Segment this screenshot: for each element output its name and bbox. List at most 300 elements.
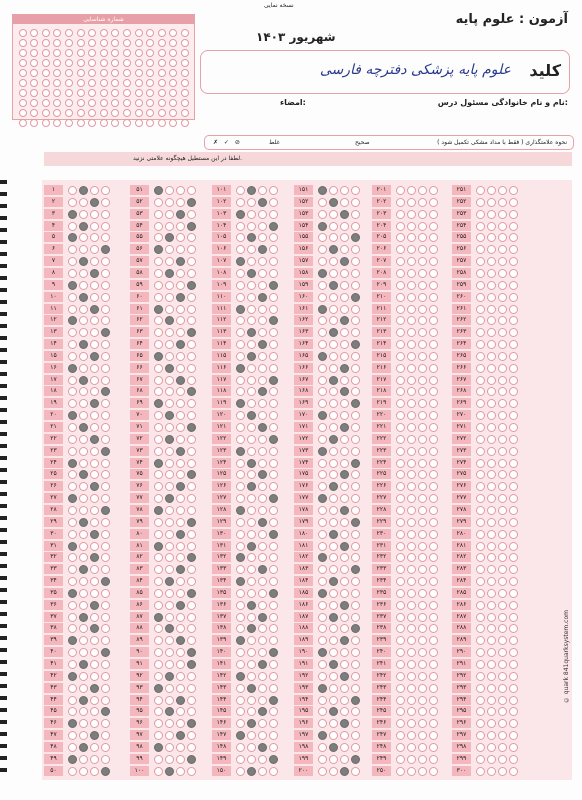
answer-bubble[interactable] bbox=[329, 447, 338, 456]
answer-bubble[interactable] bbox=[176, 459, 185, 468]
answer-bubble[interactable] bbox=[154, 565, 163, 574]
filled-bubble[interactable] bbox=[351, 696, 360, 705]
filled-bubble[interactable] bbox=[329, 435, 338, 444]
answer-bubble[interactable] bbox=[509, 387, 518, 396]
filled-bubble[interactable] bbox=[236, 731, 245, 740]
id-bubble[interactable] bbox=[158, 59, 166, 67]
id-bubble[interactable] bbox=[42, 59, 50, 67]
answer-bubble[interactable] bbox=[487, 660, 496, 669]
filled-bubble[interactable] bbox=[269, 222, 278, 231]
answer-bubble[interactable] bbox=[165, 731, 174, 740]
id-bubble[interactable] bbox=[88, 59, 96, 67]
answer-bubble[interactable] bbox=[90, 494, 99, 503]
answer-bubble[interactable] bbox=[340, 494, 349, 503]
answer-bubble[interactable] bbox=[351, 506, 360, 515]
answer-bubble[interactable] bbox=[187, 613, 196, 622]
answer-bubble[interactable] bbox=[258, 316, 267, 325]
answer-bubble[interactable] bbox=[269, 328, 278, 337]
answer-bubble[interactable] bbox=[187, 731, 196, 740]
answer-bubble[interactable] bbox=[418, 755, 427, 764]
filled-bubble[interactable] bbox=[236, 399, 245, 408]
answer-bubble[interactable] bbox=[407, 660, 416, 669]
filled-bubble[interactable] bbox=[340, 470, 349, 479]
answer-bubble[interactable] bbox=[90, 660, 99, 669]
filled-bubble[interactable] bbox=[79, 376, 88, 385]
answer-bubble[interactable] bbox=[79, 316, 88, 325]
answer-bubble[interactable] bbox=[418, 293, 427, 302]
answer-bubble[interactable] bbox=[258, 210, 267, 219]
answer-bubble[interactable] bbox=[90, 222, 99, 231]
answer-bubble[interactable] bbox=[247, 530, 256, 539]
answer-bubble[interactable] bbox=[509, 684, 518, 693]
answer-bubble[interactable] bbox=[429, 565, 438, 574]
answer-bubble[interactable] bbox=[329, 767, 338, 776]
id-bubble[interactable] bbox=[146, 59, 154, 67]
answer-bubble[interactable] bbox=[176, 364, 185, 373]
answer-bubble[interactable] bbox=[329, 648, 338, 657]
answer-bubble[interactable] bbox=[269, 423, 278, 432]
answer-bubble[interactable] bbox=[176, 435, 185, 444]
answer-bubble[interactable] bbox=[418, 423, 427, 432]
answer-bubble[interactable] bbox=[258, 506, 267, 515]
answer-bubble[interactable] bbox=[498, 636, 507, 645]
answer-bubble[interactable] bbox=[351, 305, 360, 314]
answer-bubble[interactable] bbox=[269, 411, 278, 420]
answer-bubble[interactable] bbox=[407, 459, 416, 468]
answer-bubble[interactable] bbox=[176, 542, 185, 551]
filled-bubble[interactable] bbox=[269, 589, 278, 598]
answer-bubble[interactable] bbox=[396, 305, 405, 314]
answer-bubble[interactable] bbox=[79, 719, 88, 728]
answer-bubble[interactable] bbox=[176, 553, 185, 562]
answer-bubble[interactable] bbox=[418, 447, 427, 456]
answer-bubble[interactable] bbox=[90, 257, 99, 266]
id-bubble[interactable] bbox=[30, 79, 38, 87]
id-bubble[interactable] bbox=[158, 49, 166, 57]
answer-bubble[interactable] bbox=[236, 281, 245, 290]
filled-bubble[interactable] bbox=[68, 233, 77, 242]
id-bubble[interactable] bbox=[111, 59, 119, 67]
answer-bubble[interactable] bbox=[176, 719, 185, 728]
answer-bubble[interactable] bbox=[90, 518, 99, 527]
answer-bubble[interactable] bbox=[154, 672, 163, 681]
answer-bubble[interactable] bbox=[418, 233, 427, 242]
answer-bubble[interactable] bbox=[340, 589, 349, 598]
filled-bubble[interactable] bbox=[318, 684, 327, 693]
answer-bubble[interactable] bbox=[487, 233, 496, 242]
answer-bubble[interactable] bbox=[236, 387, 245, 396]
answer-bubble[interactable] bbox=[269, 305, 278, 314]
answer-bubble[interactable] bbox=[429, 376, 438, 385]
answer-bubble[interactable] bbox=[258, 376, 267, 385]
filled-bubble[interactable] bbox=[187, 589, 196, 598]
answer-bubble[interactable] bbox=[476, 257, 485, 266]
id-bubble[interactable] bbox=[100, 89, 108, 97]
answer-bubble[interactable] bbox=[187, 577, 196, 586]
answer-bubble[interactable] bbox=[396, 364, 405, 373]
answer-bubble[interactable] bbox=[68, 257, 77, 266]
answer-bubble[interactable] bbox=[487, 328, 496, 337]
answer-bubble[interactable] bbox=[487, 601, 496, 610]
filled-bubble[interactable] bbox=[187, 660, 196, 669]
id-bubble[interactable] bbox=[42, 109, 50, 117]
answer-bubble[interactable] bbox=[101, 435, 110, 444]
answer-bubble[interactable] bbox=[247, 731, 256, 740]
answer-bubble[interactable] bbox=[407, 565, 416, 574]
answer-bubble[interactable] bbox=[340, 624, 349, 633]
answer-bubble[interactable] bbox=[340, 293, 349, 302]
answer-bubble[interactable] bbox=[418, 636, 427, 645]
answer-bubble[interactable] bbox=[509, 755, 518, 764]
answer-bubble[interactable] bbox=[318, 707, 327, 716]
answer-bubble[interactable] bbox=[187, 684, 196, 693]
answer-bubble[interactable] bbox=[269, 257, 278, 266]
filled-bubble[interactable] bbox=[176, 376, 185, 385]
answer-bubble[interactable] bbox=[487, 352, 496, 361]
answer-bubble[interactable] bbox=[154, 423, 163, 432]
answer-bubble[interactable] bbox=[68, 743, 77, 752]
answer-bubble[interactable] bbox=[90, 707, 99, 716]
answer-bubble[interactable] bbox=[509, 660, 518, 669]
answer-bubble[interactable] bbox=[351, 684, 360, 693]
answer-bubble[interactable] bbox=[101, 636, 110, 645]
filled-bubble[interactable] bbox=[68, 364, 77, 373]
filled-bubble[interactable] bbox=[247, 767, 256, 776]
answer-bubble[interactable] bbox=[340, 186, 349, 195]
answer-bubble[interactable] bbox=[498, 696, 507, 705]
answer-bubble[interactable] bbox=[90, 719, 99, 728]
answer-bubble[interactable] bbox=[429, 755, 438, 764]
answer-bubble[interactable] bbox=[351, 613, 360, 622]
answer-bubble[interactable] bbox=[476, 660, 485, 669]
answer-bubble[interactable] bbox=[258, 636, 267, 645]
answer-bubble[interactable] bbox=[79, 648, 88, 657]
answer-bubble[interactable] bbox=[509, 447, 518, 456]
answer-bubble[interactable] bbox=[476, 222, 485, 231]
answer-bubble[interactable] bbox=[418, 696, 427, 705]
answer-bubble[interactable] bbox=[509, 376, 518, 385]
filled-bubble[interactable] bbox=[187, 423, 196, 432]
answer-bubble[interactable] bbox=[154, 340, 163, 349]
answer-bubble[interactable] bbox=[407, 257, 416, 266]
answer-bubble[interactable] bbox=[79, 589, 88, 598]
answer-bubble[interactable] bbox=[329, 305, 338, 314]
answer-bubble[interactable] bbox=[247, 565, 256, 574]
answer-bubble[interactable] bbox=[351, 245, 360, 254]
answer-bubble[interactable] bbox=[269, 482, 278, 491]
answer-bubble[interactable] bbox=[329, 387, 338, 396]
answer-bubble[interactable] bbox=[498, 707, 507, 716]
id-bubble[interactable] bbox=[88, 29, 96, 37]
answer-bubble[interactable] bbox=[476, 719, 485, 728]
answer-bubble[interactable] bbox=[418, 553, 427, 562]
filled-bubble[interactable] bbox=[351, 755, 360, 764]
answer-bubble[interactable] bbox=[498, 269, 507, 278]
answer-bubble[interactable] bbox=[429, 589, 438, 598]
answer-bubble[interactable] bbox=[154, 293, 163, 302]
answer-bubble[interactable] bbox=[396, 577, 405, 586]
answer-bubble[interactable] bbox=[418, 281, 427, 290]
answer-bubble[interactable] bbox=[396, 293, 405, 302]
id-bubble[interactable] bbox=[111, 39, 119, 47]
filled-bubble[interactable] bbox=[176, 447, 185, 456]
answer-bubble[interactable] bbox=[187, 186, 196, 195]
answer-bubble[interactable] bbox=[101, 423, 110, 432]
answer-bubble[interactable] bbox=[396, 494, 405, 503]
answer-bubble[interactable] bbox=[351, 222, 360, 231]
answer-bubble[interactable] bbox=[329, 399, 338, 408]
answer-bubble[interactable] bbox=[487, 186, 496, 195]
answer-bubble[interactable] bbox=[154, 494, 163, 503]
answer-bubble[interactable] bbox=[396, 696, 405, 705]
filled-bubble[interactable] bbox=[258, 293, 267, 302]
answer-bubble[interactable] bbox=[509, 719, 518, 728]
answer-bubble[interactable] bbox=[247, 210, 256, 219]
answer-bubble[interactable] bbox=[79, 245, 88, 254]
answer-bubble[interactable] bbox=[165, 222, 174, 231]
answer-bubble[interactable] bbox=[476, 601, 485, 610]
answer-bubble[interactable] bbox=[509, 293, 518, 302]
answer-bubble[interactable] bbox=[165, 542, 174, 551]
answer-bubble[interactable] bbox=[509, 423, 518, 432]
answer-bubble[interactable] bbox=[101, 470, 110, 479]
filled-bubble[interactable] bbox=[187, 198, 196, 207]
answer-bubble[interactable] bbox=[79, 684, 88, 693]
answer-bubble[interactable] bbox=[407, 696, 416, 705]
answer-bubble[interactable] bbox=[318, 613, 327, 622]
answer-bubble[interactable] bbox=[476, 210, 485, 219]
id-bubble[interactable] bbox=[77, 59, 85, 67]
id-bubble[interactable] bbox=[65, 109, 73, 117]
answer-bubble[interactable] bbox=[418, 565, 427, 574]
answer-bubble[interactable] bbox=[236, 684, 245, 693]
answer-bubble[interactable] bbox=[176, 613, 185, 622]
answer-bubble[interactable] bbox=[509, 399, 518, 408]
answer-bubble[interactable] bbox=[236, 494, 245, 503]
answer-bubble[interactable] bbox=[476, 684, 485, 693]
answer-bubble[interactable] bbox=[318, 767, 327, 776]
answer-bubble[interactable] bbox=[247, 376, 256, 385]
answer-bubble[interactable] bbox=[407, 553, 416, 562]
answer-bubble[interactable] bbox=[509, 364, 518, 373]
answer-bubble[interactable] bbox=[176, 352, 185, 361]
answer-bubble[interactable] bbox=[154, 328, 163, 337]
answer-bubble[interactable] bbox=[187, 435, 196, 444]
answer-bubble[interactable] bbox=[269, 506, 278, 515]
answer-bubble[interactable] bbox=[90, 755, 99, 764]
answer-bubble[interactable] bbox=[476, 411, 485, 420]
answer-bubble[interactable] bbox=[68, 352, 77, 361]
answer-bubble[interactable] bbox=[407, 684, 416, 693]
answer-bubble[interactable] bbox=[329, 352, 338, 361]
answer-bubble[interactable] bbox=[247, 518, 256, 527]
answer-bubble[interactable] bbox=[418, 518, 427, 527]
answer-bubble[interactable] bbox=[247, 293, 256, 302]
answer-bubble[interactable] bbox=[101, 565, 110, 574]
answer-bubble[interactable] bbox=[176, 423, 185, 432]
filled-bubble[interactable] bbox=[247, 459, 256, 468]
id-bubble[interactable] bbox=[42, 29, 50, 37]
answer-bubble[interactable] bbox=[154, 589, 163, 598]
answer-bubble[interactable] bbox=[329, 186, 338, 195]
answer-bubble[interactable] bbox=[476, 613, 485, 622]
answer-bubble[interactable] bbox=[340, 352, 349, 361]
id-bubble[interactable] bbox=[42, 69, 50, 77]
answer-bubble[interactable] bbox=[476, 423, 485, 432]
answer-bubble[interactable] bbox=[165, 589, 174, 598]
answer-bubble[interactable] bbox=[90, 696, 99, 705]
answer-bubble[interactable] bbox=[509, 506, 518, 515]
answer-bubble[interactable] bbox=[329, 423, 338, 432]
answer-bubble[interactable] bbox=[476, 767, 485, 776]
answer-bubble[interactable] bbox=[429, 411, 438, 420]
answer-bubble[interactable] bbox=[101, 542, 110, 551]
filled-bubble[interactable] bbox=[318, 222, 327, 231]
answer-bubble[interactable] bbox=[236, 707, 245, 716]
answer-bubble[interactable] bbox=[509, 613, 518, 622]
answer-bubble[interactable] bbox=[396, 707, 405, 716]
id-bubble[interactable] bbox=[19, 79, 27, 87]
answer-bubble[interactable] bbox=[498, 719, 507, 728]
id-bubble[interactable] bbox=[111, 109, 119, 117]
filled-bubble[interactable] bbox=[236, 672, 245, 681]
filled-bubble[interactable] bbox=[318, 447, 327, 456]
answer-bubble[interactable] bbox=[154, 281, 163, 290]
answer-bubble[interactable] bbox=[187, 210, 196, 219]
answer-bubble[interactable] bbox=[154, 553, 163, 562]
answer-bubble[interactable] bbox=[79, 459, 88, 468]
answer-bubble[interactable] bbox=[236, 245, 245, 254]
answer-bubble[interactable] bbox=[90, 636, 99, 645]
answer-bubble[interactable] bbox=[90, 672, 99, 681]
filled-bubble[interactable] bbox=[154, 186, 163, 195]
filled-bubble[interactable] bbox=[351, 340, 360, 349]
answer-bubble[interactable] bbox=[269, 565, 278, 574]
answer-bubble[interactable] bbox=[509, 553, 518, 562]
answer-bubble[interactable] bbox=[258, 447, 267, 456]
id-bubble[interactable] bbox=[30, 69, 38, 77]
answer-bubble[interactable] bbox=[498, 233, 507, 242]
id-bubble[interactable] bbox=[65, 59, 73, 67]
answer-bubble[interactable] bbox=[429, 743, 438, 752]
answer-bubble[interactable] bbox=[269, 518, 278, 527]
answer-bubble[interactable] bbox=[318, 719, 327, 728]
id-bubble[interactable] bbox=[77, 99, 85, 107]
answer-bubble[interactable] bbox=[68, 482, 77, 491]
answer-bubble[interactable] bbox=[340, 340, 349, 349]
answer-bubble[interactable] bbox=[429, 186, 438, 195]
answer-bubble[interactable] bbox=[79, 447, 88, 456]
answer-bubble[interactable] bbox=[351, 423, 360, 432]
answer-bubble[interactable] bbox=[236, 411, 245, 420]
answer-bubble[interactable] bbox=[407, 731, 416, 740]
answer-bubble[interactable] bbox=[258, 542, 267, 551]
answer-bubble[interactable] bbox=[509, 494, 518, 503]
answer-bubble[interactable] bbox=[498, 660, 507, 669]
answer-bubble[interactable] bbox=[258, 648, 267, 657]
answer-bubble[interactable] bbox=[396, 613, 405, 622]
answer-bubble[interactable] bbox=[487, 696, 496, 705]
answer-bubble[interactable] bbox=[329, 364, 338, 373]
answer-bubble[interactable] bbox=[487, 482, 496, 491]
answer-bubble[interactable] bbox=[165, 565, 174, 574]
answer-bubble[interactable] bbox=[329, 518, 338, 527]
answer-bubble[interactable] bbox=[187, 494, 196, 503]
filled-bubble[interactable] bbox=[68, 494, 77, 503]
filled-bubble[interactable] bbox=[247, 624, 256, 633]
answer-bubble[interactable] bbox=[407, 399, 416, 408]
answer-bubble[interactable] bbox=[407, 719, 416, 728]
id-bubble[interactable] bbox=[169, 109, 177, 117]
answer-bubble[interactable] bbox=[340, 399, 349, 408]
filled-bubble[interactable] bbox=[236, 447, 245, 456]
answer-bubble[interactable] bbox=[351, 743, 360, 752]
id-bubble[interactable] bbox=[65, 99, 73, 107]
answer-bubble[interactable] bbox=[269, 399, 278, 408]
answer-bubble[interactable] bbox=[498, 198, 507, 207]
answer-bubble[interactable] bbox=[187, 447, 196, 456]
answer-bubble[interactable] bbox=[498, 553, 507, 562]
answer-bubble[interactable] bbox=[509, 636, 518, 645]
answer-bubble[interactable] bbox=[476, 352, 485, 361]
answer-bubble[interactable] bbox=[79, 707, 88, 716]
answer-bubble[interactable] bbox=[90, 316, 99, 325]
answer-bubble[interactable] bbox=[498, 743, 507, 752]
answer-bubble[interactable] bbox=[236, 316, 245, 325]
answer-bubble[interactable] bbox=[351, 482, 360, 491]
answer-bubble[interactable] bbox=[418, 186, 427, 195]
filled-bubble[interactable] bbox=[258, 613, 267, 622]
answer-bubble[interactable] bbox=[476, 506, 485, 515]
answer-bubble[interactable] bbox=[269, 577, 278, 586]
answer-bubble[interactable] bbox=[154, 470, 163, 479]
answer-bubble[interactable] bbox=[90, 767, 99, 776]
filled-bubble[interactable] bbox=[154, 542, 163, 551]
answer-bubble[interactable] bbox=[407, 447, 416, 456]
answer-bubble[interactable] bbox=[154, 198, 163, 207]
answer-bubble[interactable] bbox=[418, 743, 427, 752]
answer-bubble[interactable] bbox=[165, 648, 174, 657]
answer-bubble[interactable] bbox=[176, 755, 185, 764]
filled-bubble[interactable] bbox=[340, 719, 349, 728]
filled-bubble[interactable] bbox=[318, 553, 327, 562]
answer-bubble[interactable] bbox=[79, 731, 88, 740]
answer-bubble[interactable] bbox=[498, 755, 507, 764]
filled-bubble[interactable] bbox=[318, 589, 327, 598]
answer-bubble[interactable] bbox=[407, 636, 416, 645]
answer-bubble[interactable] bbox=[154, 269, 163, 278]
answer-bubble[interactable] bbox=[418, 316, 427, 325]
answer-bubble[interactable] bbox=[429, 222, 438, 231]
answer-bubble[interactable] bbox=[90, 447, 99, 456]
id-bubble[interactable] bbox=[111, 99, 119, 107]
answer-bubble[interactable] bbox=[154, 257, 163, 266]
answer-bubble[interactable] bbox=[509, 222, 518, 231]
answer-bubble[interactable] bbox=[407, 411, 416, 420]
filled-bubble[interactable] bbox=[90, 482, 99, 491]
answer-bubble[interactable] bbox=[68, 186, 77, 195]
answer-bubble[interactable] bbox=[79, 530, 88, 539]
filled-bubble[interactable] bbox=[79, 743, 88, 752]
answer-bubble[interactable] bbox=[176, 672, 185, 681]
answer-bubble[interactable] bbox=[407, 530, 416, 539]
answer-bubble[interactable] bbox=[487, 613, 496, 622]
answer-bubble[interactable] bbox=[318, 518, 327, 527]
id-bubble[interactable] bbox=[135, 69, 143, 77]
answer-bubble[interactable] bbox=[340, 648, 349, 657]
answer-bubble[interactable] bbox=[498, 648, 507, 657]
answer-bubble[interactable] bbox=[487, 376, 496, 385]
